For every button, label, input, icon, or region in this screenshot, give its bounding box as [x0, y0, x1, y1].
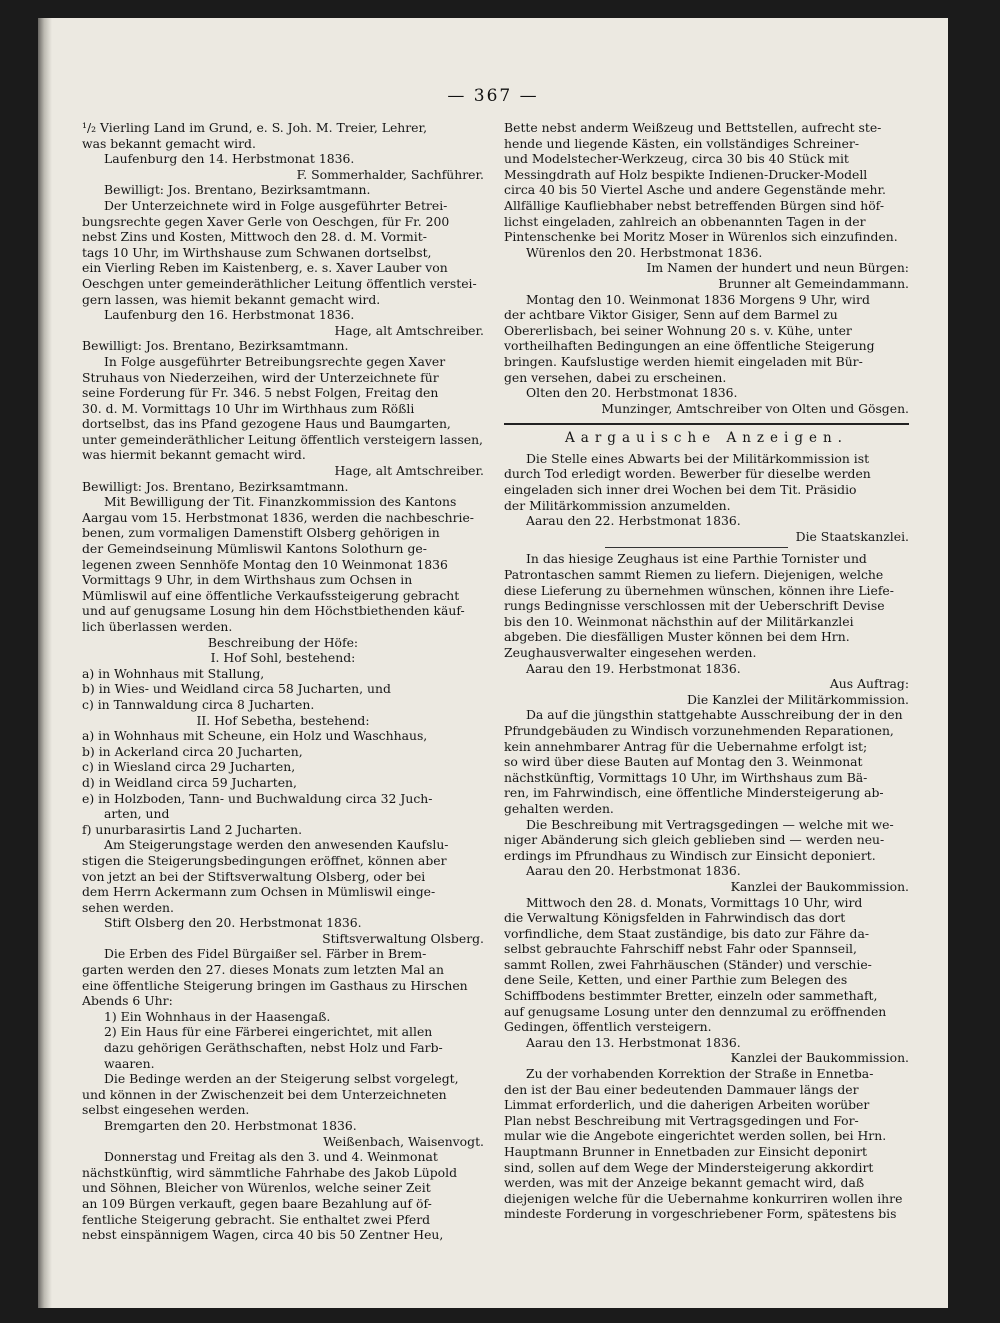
- text-line: selbst eingesehen werden.: [82, 1102, 250, 1118]
- text-line: die Verwaltung Königsfelden in Fahrwindisch das dort: [504, 910, 846, 926]
- text-line: Patrontaschen sammt Riemen zu liefern. Diejenigen, welche: [504, 567, 884, 583]
- text-line: benen, zum vormaligen Damenstift Olsberg gehörigen in: [82, 525, 440, 541]
- text-line: Donnerstag und Freitag als den 3. und 4. Weinmonat: [104, 1149, 438, 1165]
- text-line: und Söhnen, Bleicher von Würenlos, welche seiner Zeit: [82, 1180, 431, 1196]
- text-line: so wird über diese Bauten auf Montag den 3. Weinmonat: [504, 754, 863, 770]
- section-rule: [504, 423, 909, 425]
- text-line: c) in Wiesland circa 29 Jucharten,: [82, 759, 296, 775]
- text-line: Olten den 20. Herbstmonat 1836.: [526, 385, 738, 401]
- text-line: vortheilhaften Bedingungen an eine öffentliche Steigerung: [504, 338, 875, 354]
- text-line: Hage, alt Amtschreiber.: [334, 322, 484, 338]
- text-line: ren, im Fahrwindisch, eine öffentliche Mindersteigerung ab-: [504, 785, 884, 801]
- text-line: II. Hof Sebetha, bestehend:: [196, 712, 370, 728]
- text-line: was bekannt gemacht wird.: [82, 135, 256, 151]
- text-line: Bette nebst anderm Weißzeug und Bettstellen, aufrecht ste-: [504, 120, 882, 135]
- text-line: I. Hof Sohl, bestehend:: [210, 650, 356, 666]
- text-line: der Militärkommission anzumelden.: [504, 497, 731, 513]
- text-line: nebst Zins und Kosten, Mittwoch den 28. d. M. Vormit-: [82, 229, 427, 245]
- text-line: erdings im Pfrundhaus zu Windisch zur Einsicht deponiert.: [504, 847, 876, 863]
- text-line: Aarau den 13. Herbstmonat 1836.: [526, 1034, 741, 1050]
- text-line: Zu der vorhabenden Korrektion der Straße in Ennetba-: [526, 1066, 874, 1082]
- text-line: sind, sollen auf dem Wege der Mindersteigerung akkordirt: [504, 1159, 874, 1175]
- text-line: Laufenburg den 14. Herbstmonat 1836.: [104, 151, 355, 167]
- text-line: ein Vierling Reben im Kaistenberg, e. s. Xaver Lauber von: [82, 260, 448, 276]
- text-line: ¹/₂ Vierling Land im Grund, e. S. Joh. M. Treier, Lehrer,: [82, 120, 428, 135]
- text-line: Die Staatskanzlei.: [795, 528, 909, 544]
- text-line: Stift Olsberg den 20. Herbstmonat 1836.: [104, 915, 362, 931]
- text-line: und können in der Zwischenzeit bei dem Unterzeichneten: [82, 1086, 447, 1102]
- text-line: auf genugsame Losung unter den dennzumal zu eröffnenden: [504, 1003, 887, 1019]
- text-line: seine Forderung für Fr. 346. 5 nebst Folgen, Freitag den: [82, 385, 439, 401]
- text-line: eine öffentliche Steigerung bringen im Gasthaus zu Hirschen: [82, 977, 468, 993]
- text-line: bis den 10. Weinmonat nächsthin auf der Militärkanzlei: [504, 613, 854, 629]
- text-line: nächstkünftig, Vormittags 10 Uhr, im Wirthshaus zum Bä-: [504, 769, 868, 785]
- text-line: Messingdrath auf Holz bespikte Indienen-Drucker-Modell: [504, 166, 868, 182]
- text-line: d) in Weidland circa 59 Jucharten,: [82, 774, 297, 790]
- text-line: den ist der Bau einer bedeutenden Dammauer längs der: [504, 1081, 859, 1097]
- text-line: Hage, alt Amtschreiber.: [334, 463, 484, 479]
- text-line: mular wie die Angebote eingerichtet werden sollen, bei Hrn.: [504, 1128, 887, 1144]
- text-line: Obererlisbach, bei seiner Wohnung 20 s. v. Kühe, unter: [504, 322, 852, 338]
- text-line: der achtbare Viktor Gisiger, Senn auf dem Barmel zu: [504, 307, 838, 323]
- text-line: 2) Ein Haus für eine Färberei eingerichtet, mit allen: [104, 1024, 433, 1040]
- text-line: In das hiesige Zeughaus ist eine Parthie Tornister und: [526, 551, 867, 567]
- text-line: gern lassen, was hiemit bekannt gemacht wird.: [82, 291, 381, 307]
- text-line: rungs Bedingnisse verschlossen mit der Ueberschrift Devise: [504, 598, 885, 614]
- text-line: durch Tod erledigt worden. Bewerber für dieselbe werden: [504, 466, 871, 482]
- page-number: — 367 —: [447, 86, 539, 106]
- text-line: Die Kanzlei der Militärkommission.: [687, 691, 909, 707]
- text-line: Zeughausverwalter eingesehen werden.: [504, 645, 757, 660]
- text-line: garten werden den 27. dieses Monats zum letzten Mal an: [82, 962, 444, 978]
- text-line: Da auf die jüngsthin stattgehabte Ausschreibung der in den: [526, 707, 903, 723]
- text-line: Bremgarten den 20. Herbstmonat 1836.: [104, 1118, 357, 1133]
- text-line: b) in Ackerland circa 20 Jucharten,: [82, 743, 303, 759]
- text-line: Beschreibung der Höfe:: [207, 634, 359, 650]
- text-line: Pintenschenke bei Moritz Moser in Würenlos sich einzufinden.: [504, 229, 898, 245]
- text-line: diese Lieferung zu übernehmen wünschen, können ihre Liefe-: [504, 582, 894, 598]
- text-line: eingeladen sich inner drei Wochen bei dem Tit. Präsidio: [504, 482, 857, 498]
- text-line: a) in Wohnhaus mit Stallung,: [82, 665, 265, 681]
- text-line: Allfällige Kaufliebhaber nebst betreffenden Bürgen sind höf-: [504, 197, 885, 213]
- text-line: Aus Auftrag:: [829, 676, 909, 692]
- left-column: [82, 120, 484, 1243]
- text-line: Gedingen, öffentlich versteigern.: [504, 1019, 712, 1035]
- text-line: a) in Wohnhaus mit Scheune, ein Holz und Waschhaus,: [82, 728, 428, 744]
- newspaper-page: [38, 18, 948, 1308]
- text-line: Vormittags 9 Uhr, in dem Wirthshaus zum Ochsen in: [82, 572, 413, 588]
- text-line: Brunner alt Gemeindammann.: [718, 275, 909, 291]
- text-line: von jetzt an bei der Stiftsverwaltung Olsberg, oder bei: [82, 868, 426, 884]
- text-line: Limmat erforderlich, und die daherigen Arbeiten worüber: [504, 1097, 870, 1113]
- text-line: Bewilligt: Jos. Brentano, Bezirksamtmann.: [104, 182, 371, 198]
- text-line: unter gemeinderäthlicher Leitung öffentlich versteigern lassen,: [82, 431, 483, 447]
- text-line: Hauptmann Brunner in Ennetbaden zur Einsicht deponirt: [504, 1144, 868, 1159]
- text-line: Mit Bewilligung der Tit. Finanzkommission des Kantons: [104, 494, 457, 510]
- text-line: Im Namen der hundert und neun Bürgen:: [646, 260, 909, 276]
- text-line: stigen die Steigerungsbedingungen eröffnet, können aber: [82, 852, 447, 868]
- text-line: 1) Ein Wohnhaus in der Haasengaß.: [104, 1008, 331, 1024]
- text-line: Oeschgen unter gemeinderäthlicher Leitung öffentlich verstei-: [82, 275, 477, 291]
- text-line: Der Unterzeichnete wird in Folge ausgeführter Betrei-: [104, 197, 448, 213]
- text-line: b) in Wies- und Weidland circa 58 Jucharten, und: [82, 681, 391, 697]
- text-line: lichst eingeladen, zahlreich an obbenannten Tagen in der: [504, 213, 866, 229]
- text-line: f) unurbarasirtis Land 2 Jucharten.: [82, 821, 303, 837]
- text-line: und auf genugsame Losung hin dem Höchstbiethenden käuf-: [82, 603, 465, 619]
- text-line: bungsrechte gegen Xaver Gerle von Oeschgen, für Fr. 200: [82, 213, 450, 229]
- text-line: sammt Rollen, zwei Fahrhäuschen (Ständer) und verschie-: [504, 956, 872, 972]
- text-line: Pfrundgebäuden zu Windisch vorzunehmenden Reparationen,: [504, 722, 894, 738]
- text-line: was hiermit bekannt gemacht wird.: [82, 447, 306, 463]
- text-line: Bewilligt: Jos. Brentano, Bezirksamtmann.: [82, 478, 349, 494]
- text-line: Die Stelle eines Abwarts bei der Militärkommission ist: [526, 450, 870, 466]
- text-line: circa 40 bis 50 Viertel Asche und andere Gegenstände mehr.: [504, 182, 886, 198]
- text-line: mindeste Forderung in vorgeschriebener Form, spätestens bis: [504, 1206, 897, 1222]
- text-line: dene Seile, Ketten, und einer Parthie zum Belegen des: [504, 972, 848, 988]
- text-line: In Folge ausgeführter Betreibungsrechte gegen Xaver: [104, 353, 446, 369]
- text-line: Aarau den 20. Herbstmonat 1836.: [526, 863, 741, 879]
- text-line: lich überlassen werden.: [82, 619, 233, 634]
- text-line: Würenlos den 20. Herbstmonat 1836.: [526, 244, 763, 260]
- text-line: Munzinger, Amtschreiber von Olten und Gösgen.: [601, 400, 909, 416]
- text-line: diejenigen welche für die Uebernahme konkurriren wollen ihre: [504, 1190, 903, 1206]
- text-line: arten, und: [104, 806, 170, 822]
- text-line: nächstkünftig, wird sämmtliche Fahrhabe des Jakob Lüpold: [82, 1164, 457, 1180]
- text-line: F. Sommerhalder, Sachführer.: [296, 166, 484, 182]
- text-line: Weißenbach, Waisenvogt.: [323, 1133, 484, 1149]
- text-line: Abends 6 Uhr:: [82, 993, 173, 1009]
- text-line: Schiffbodens bestimmter Bretter, einzeln oder sammethaft,: [504, 988, 878, 1004]
- text-line: gen versehen, dabei zu erscheinen.: [504, 369, 727, 385]
- text-line: Aarau den 19. Herbstmonat 1836.: [526, 660, 741, 676]
- text-line: Stiftsverwaltung Olsberg.: [322, 930, 484, 946]
- text-line: hende und liegende Kästen, ein vollständiges Schreiner-: [504, 135, 860, 151]
- text-line: waaren.: [104, 1055, 155, 1071]
- text-line: dazu gehörigen Geräthschaften, nebst Holz und Farb-: [104, 1040, 443, 1056]
- text-line: Plan nebst Beschreibung mit Vertragsgedingen und For-: [504, 1112, 859, 1128]
- text-line: niger Abänderung sich gleich geblieben sind — werden neu-: [504, 832, 885, 848]
- text-line: c) in Tannwaldung circa 8 Jucharten.: [82, 696, 315, 712]
- text-line: 30. d. M. Vormittags 10 Uhr im Wirthhaus zum Rößli: [82, 400, 415, 416]
- text-line: bringen. Kaufslustige werden hiemit eingeladen mit Bür-: [504, 353, 863, 369]
- text-line: Mittwoch den 28. d. Monats, Vormittags 10 Uhr, wird: [526, 894, 863, 910]
- text-line: selbst gebrauchte Fahrschiff nebst Fahr oder Spannseil,: [504, 941, 857, 957]
- text-line: Laufenburg den 16. Herbstmonat 1836.: [104, 307, 355, 323]
- text-line: Die Erben des Fidel Bürgaißer sel. Färber in Brem-: [104, 946, 427, 962]
- right-column: [504, 120, 909, 1222]
- text-line: vorfindliche, dem Staat zuständige, bis dato zur Fähre da-: [504, 925, 870, 941]
- notice-divider: [605, 547, 787, 548]
- section-heading: Aargauische Anzeigen.: [565, 431, 848, 447]
- text-line: abgeben. Die diesfälligen Muster können bei dem Hrn.: [504, 629, 850, 645]
- text-line: Die Bedinge werden an der Steigerung selbst vorgelegt,: [104, 1071, 459, 1087]
- text-line: der Gemeindseinung Mümliswil Kantons Solothurn ge-: [82, 541, 427, 557]
- text-line: Kanzlei der Baukommission.: [730, 878, 909, 894]
- text-line: Kanzlei der Baukommission.: [730, 1050, 909, 1066]
- text-line: fentliche Steigerung gebracht. Sie enthaltet zwei Pferd: [82, 1211, 431, 1227]
- text-line: werden, was mit der Anzeige bekannt gemacht wird, daß: [504, 1175, 865, 1191]
- text-line: gehalten werden.: [504, 800, 614, 816]
- text-line: tags 10 Uhr, im Wirthshause zum Schwanen dortselbst,: [82, 244, 432, 260]
- text-line: Aargau vom 15. Herbstmonat 1836, werden die nachbeschrie-: [82, 509, 474, 525]
- text-line: und Modelstecher-Werkzeug, circa 30 bis 40 Stück mit: [504, 151, 849, 167]
- text-line: Die Beschreibung mit Vertragsgedingen — welche mit we-: [526, 816, 894, 832]
- text-line: nebst einspännigem Wagen, circa 40 bis 50 Zentner Heu,: [82, 1227, 444, 1243]
- text-line: legenen zween Sennhöfe Montag den 10 Weinmonat 1836: [82, 556, 448, 572]
- text-line: dortselbst, das ins Pfand gezogene Haus und Baumgarten,: [82, 416, 451, 432]
- text-line: Montag den 10. Weinmonat 1836 Morgens 9 Uhr, wird: [526, 291, 870, 307]
- text-line: kein annehmbarer Antrag für die Uebernahme erfolgt ist;: [504, 738, 868, 754]
- text-line: Bewilligt: Jos. Brentano, Bezirksamtmann.: [82, 338, 349, 354]
- page-gutter-shadow: [38, 18, 52, 1308]
- text-line: Am Steigerungstage werden den anwesenden Kaufslu-: [104, 837, 449, 853]
- text-line: Aarau den 22. Herbstmonat 1836.: [526, 513, 741, 529]
- text-line: dem Herrn Ackermann zum Ochsen in Mümliswil einge-: [82, 884, 436, 900]
- text-line: sehen werden.: [82, 899, 174, 915]
- text-line: Struhaus von Niederzeihen, wird der Unterzeichnete für: [82, 369, 439, 385]
- text-line: an 109 Bürgen verkauft, gegen baare Bezahlung auf öf-: [82, 1195, 432, 1211]
- text-line: Mümliswil auf eine öffentliche Verkaufssteigerung gebracht: [82, 587, 460, 603]
- text-line: e) in Holzboden, Tann- und Buchwaldung circa 32 Juch-: [82, 790, 433, 806]
